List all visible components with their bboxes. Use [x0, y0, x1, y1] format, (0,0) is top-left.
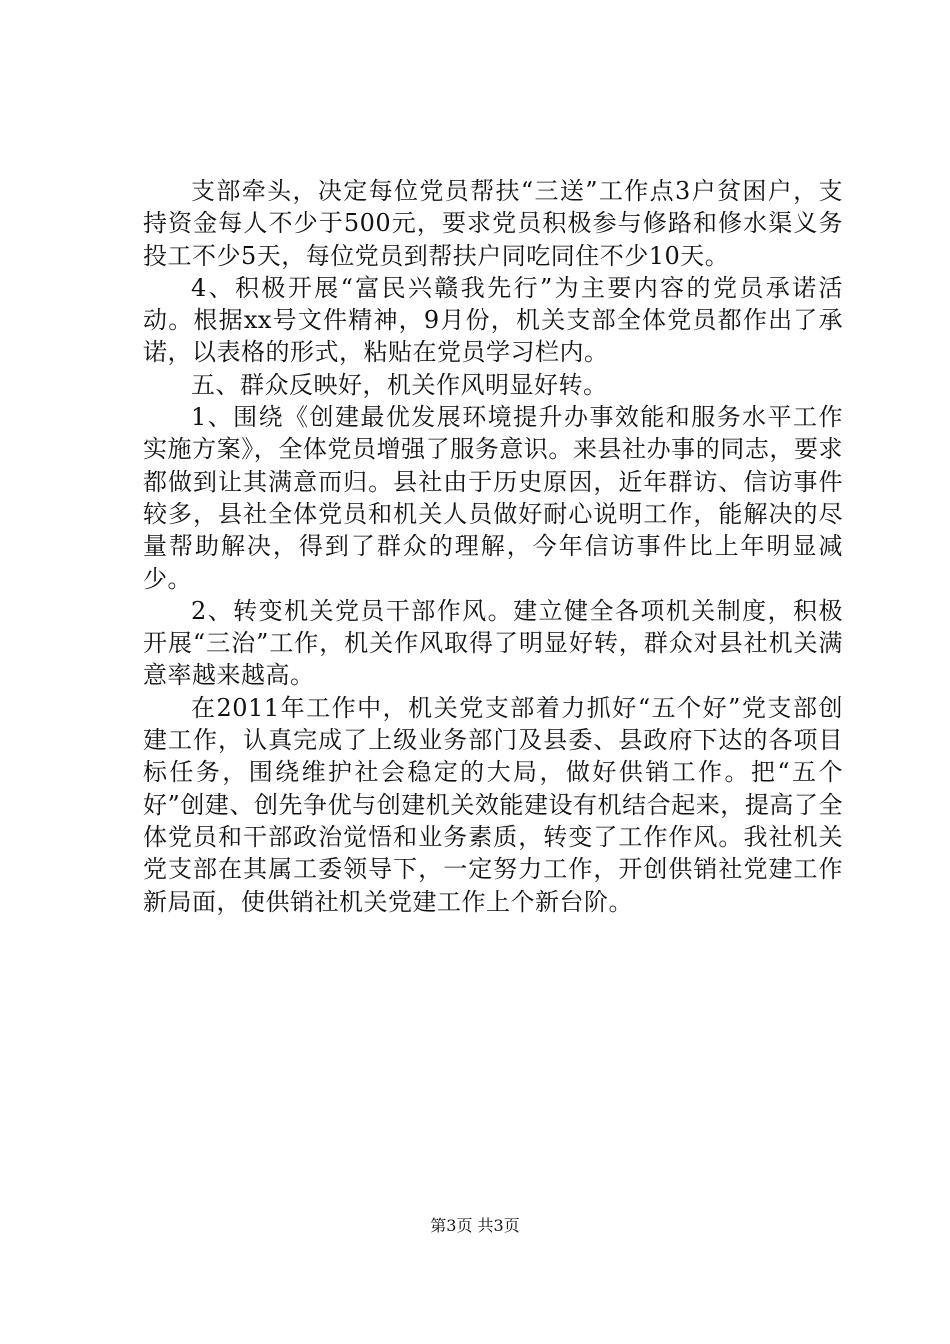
page-number-footer: 第3页 共3页 — [430, 1216, 520, 1235]
paragraph: 2、转变机关党员干部作风。建立健全各项机关制度，积极开展“三治”工作，机关作风取得了明显好转，群众对县社机关满意率越来越高。 — [143, 596, 843, 690]
paragraph: 1、围绕《创建最优发展环境提升办事效能和服务水平工作实施方案》，全体党员增强了服务意识。来县社办事的同志，要求都做到让其满意而归。县社由于历史原因，近年群访、信访事件较多，县社全体党员和机关人员做好耐心说明工作，能解决的尽量帮助解决，得到了群众的理解，今年信访事件比上年明显减少。 — [143, 403, 843, 593]
paragraph: 4、积极开展“富民兴赣我先行”为主要内容的党员承诺活动。根据xx号文件精神，9月份，机关支部全体党员都作出了承诺，以表格的形式，粘贴在党员学习栏内。 — [143, 273, 843, 367]
paragraph: 在2011年工作中，机关党支部着力抓好“五个好”党支部创建工作，认真完成了上级业务部门及县委、县政府下达的各项目标任务，围绕维护社会稳定的大局，做好供销工作。把“五个好”创建、创先争优与创建机关效能建设有机结合起来，提高了全体党员和干部政治觉悟和业务素质，转变了工作作风。我社机关党支部在其属工委领导下，一定努力工作，开创供销社党建工作新局面，使供销社机关党建工作上个新台阶。 — [143, 693, 843, 916]
paragraph: 支部牵头，决定每位党员帮扶“三送”工作点3户贫困户，支持资金每人不少于500元，要求党员积极参与修路和修水渠义务投工不少5天，每位党员到帮扶户同吃同住不少10天。 — [143, 177, 843, 270]
section-heading: 五、群众反映好，机关作风明显好转。 — [191, 370, 608, 399]
document-body — [143, 175, 843, 918]
